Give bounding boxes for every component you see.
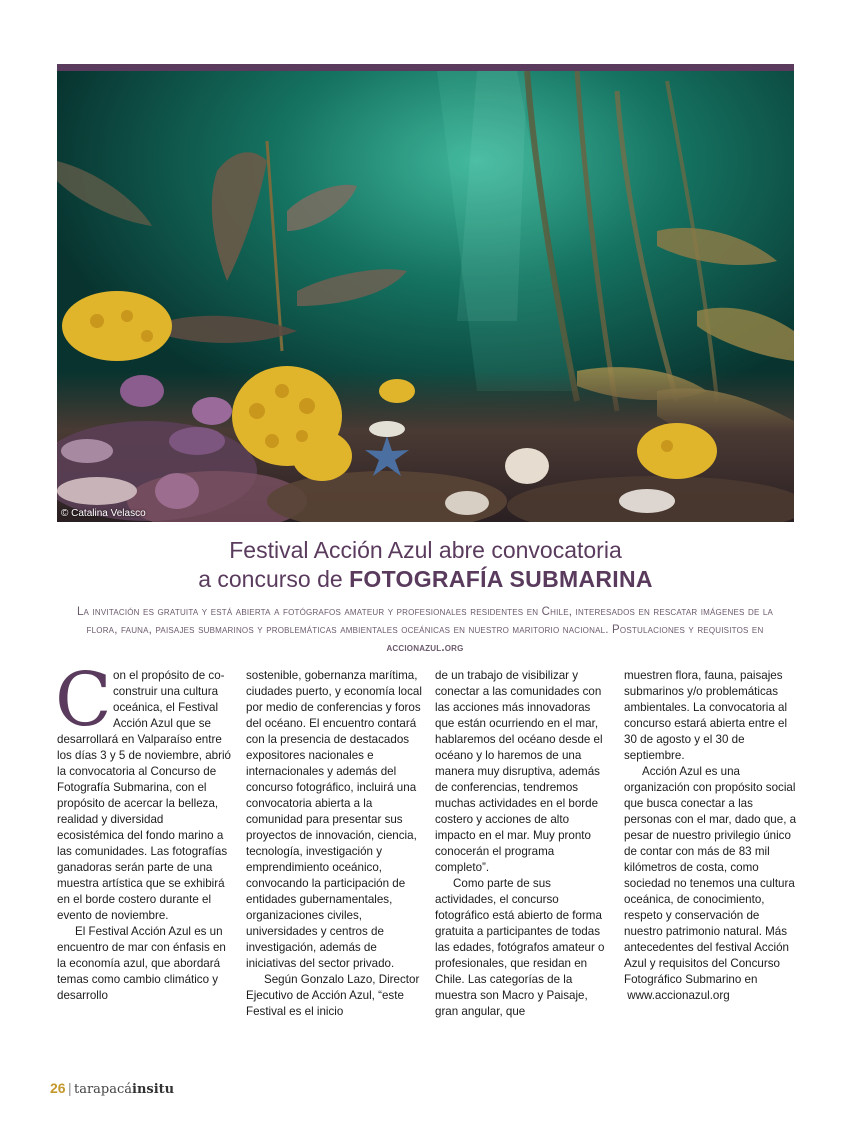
paragraph-1-text: on el propósito de co-construir una cultura oceánica, el Festival Acción Azul que se desarrollará en Valparaíso entre los días 3 y 5 de noviembre, abrió la convocatoria al Concurso de Fotografía Submarina, con el propósito de acercar la belleza, realidad y diversidad ecosistémica del fondo marino a las comunidades. Las fotografías ganadoras serán parte de una muestra artística que se exhibirá en el borde costero durante el evento de noviembre. bbox=[57, 669, 232, 922]
page-footer bbox=[50, 1080, 174, 1097]
drop-cap: C bbox=[55, 657, 112, 743]
column-3 bbox=[435, 668, 611, 1020]
paragraph-5-text: Acción Azul es una organización con propósito social que busca conectar a las personas con el mar, dado que, a pesar de nuestro privilegio único de contar con más de 83 mil kilómetros de costa, como sociedad no tenemos una cultura oceánica, de conocimiento, respeto y conservación de nuestro patrimonio natural. Más antecedentes del festival Acción Azul y requisitos del Concurso Fotográfico Submarino en bbox=[624, 765, 797, 986]
paragraph-2-start: El Festival Acción Azul es un encuentro de mar con énfasis en la economía azul, que abordará temas como cambio climático y desarrollo bbox=[57, 925, 226, 1002]
column-1 bbox=[55, 657, 233, 1004]
lede-text: La invitación es gratuita y está abierta a fotógrafos amateur y profesionales residentes en Chile, interesados en rescatar imágenes de la flora, fauna, paisajes submarinos y problemáticas ambientales oceánicas en nuestro maritorio nacional. Postulaciones y requisitos en bbox=[76, 606, 774, 636]
headline-line-1: Festival Acción Azul abre convocatoria bbox=[229, 537, 622, 563]
magazine-name-bold: insitu bbox=[132, 1082, 175, 1097]
footer-separator: | bbox=[67, 1082, 72, 1097]
website-link[interactable]: www.accionazul.org bbox=[627, 989, 730, 1002]
lede-link[interactable]: accionazul.org bbox=[386, 642, 464, 654]
column-2 bbox=[246, 668, 422, 1020]
paragraph-4-start: Como parte de sus actividades, el concurso fotográfico está abierto de forma gratuita a participantes de todas las edades, fotógrafos amateur o profesionales, que residan en Chile. Las categorías de la muestra son Macro y Paisaje, gran angular, que bbox=[435, 877, 605, 1018]
magazine-name-light: tarapacá bbox=[73, 1082, 133, 1097]
paragraph-2-end: sostenible, gobernanza marítima, ciudades puerto, y economía local por medio de conferencias y foros del océano. El encuentro contará con la presencia de destacados expositores nacionales e internacionales y además del concurso fotográfico, incluirá una convocatoria abierta a la comunidad para presentar sus proyectos de innovación, ciencia, tecnología, investigación y emprendimiento oceánico, convocando la participación de entidades gubernamentales, organizaciones civiles, universidades y centros de investigación, además de iniciativas del sector privado. bbox=[246, 669, 422, 970]
headline-line-2 bbox=[57, 565, 794, 594]
column-4 bbox=[624, 668, 800, 1004]
hero-photo bbox=[57, 71, 794, 522]
photo-credit: © Catalina Velasco bbox=[61, 508, 146, 519]
article-headline bbox=[57, 536, 794, 594]
article-lede bbox=[60, 603, 790, 657]
paragraph-5 bbox=[624, 764, 800, 1004]
headline-highlight: FOTOGRAFÍA SUBMARINA bbox=[349, 566, 653, 592]
page-number: 26 bbox=[50, 1080, 66, 1096]
paragraph-1 bbox=[55, 657, 233, 924]
magazine-name bbox=[74, 1082, 174, 1097]
top-accent-bar bbox=[57, 64, 794, 71]
paragraph-3-start: Según Gonzalo Lazo, Director Ejecutivo de Acción Azul, “este Festival es el inicio bbox=[246, 973, 420, 1018]
paragraph-4-end: muestren flora, fauna, paisajes submarinos y/o problemáticas ambientales. La convocatoria al concurso estará abierta entre el 30 de agosto y el 30 de septiembre. bbox=[624, 669, 788, 762]
underwater-kelp-image bbox=[57, 71, 794, 522]
headline-line-2-prefix: a concurso de bbox=[198, 566, 350, 592]
paragraph-3-end: de un trabajo de visibilizar y conectar a las comunidades con las acciones más innovadoras que están ocurriendo en el mar, hablaremos del océano desde el océano y lo haremos de una manera muy disruptiva, además de conferencias, tendremos muchas actividades en el borde costero y acciones de alto impacto en el mar. Muy pronto conocerán el programa completo”. bbox=[435, 669, 603, 874]
